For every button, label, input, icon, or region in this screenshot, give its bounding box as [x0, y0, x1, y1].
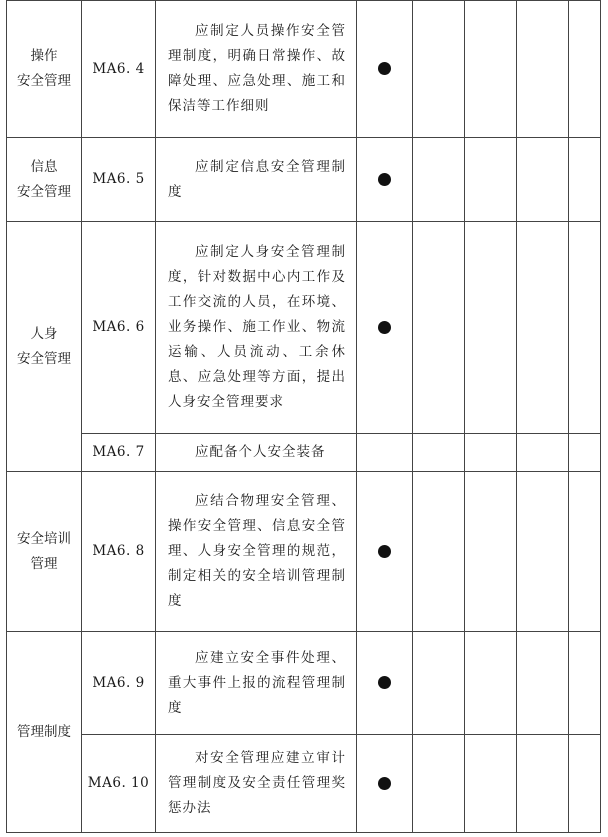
table-row: [7, 632, 601, 735]
empty-cell: [517, 138, 569, 222]
filled-dot-icon: [378, 173, 391, 186]
empty-cell: [517, 434, 569, 472]
requirement-cell: 应制定人员操作安全管理制度，明确日常操作、故障处理、应急处理、施工和保洁等工作细则: [156, 1, 357, 138]
mark-cell: [357, 632, 413, 735]
code-cell: MA6. 10: [82, 735, 156, 833]
filled-dot-icon: [378, 62, 391, 75]
requirement-cell: 应配备个人安全装备: [156, 434, 357, 472]
requirement-cell: 应结合物理安全管理、操作安全管理、信息安全管理、人身安全管理的规范，制定相关的安全培训管理制度: [156, 472, 357, 632]
empty-cell: [413, 1, 465, 138]
requirement-cell: 应建立安全事件处理、重大事件上报的流程管理制度: [156, 632, 357, 735]
table-row: [7, 1, 601, 138]
code-cell: MA6. 7: [82, 434, 156, 472]
table-row: [7, 472, 601, 632]
empty-cell: [413, 632, 465, 735]
requirement-cell: 应制定人身安全管理制度，针对数据中心内工作及工作交流的人员，在环境、业务操作、施工作业、物流运输、人员流动、工余休息、应急处理等方面，提出人身安全管理要求: [156, 222, 357, 434]
table-row: [7, 434, 601, 472]
filled-dot-icon: [378, 545, 391, 558]
empty-cell: [569, 1, 601, 138]
empty-cell: [465, 434, 517, 472]
requirement-cell: 对安全管理应建立审计管理制度及安全责任管理奖惩办法: [156, 735, 357, 833]
table-row: [7, 138, 601, 222]
empty-cell: [413, 222, 465, 434]
empty-cell: [517, 222, 569, 434]
empty-cell: [465, 632, 517, 735]
code-cell: MA6. 5: [82, 138, 156, 222]
empty-cell: [517, 1, 569, 138]
code-cell: MA6. 4: [82, 1, 156, 138]
empty-cell: [569, 472, 601, 632]
empty-cell: [517, 735, 569, 833]
mark-cell: [357, 735, 413, 833]
empty-cell: [413, 472, 465, 632]
table-row: [7, 735, 601, 833]
category-cell: 管理制度: [7, 632, 82, 833]
empty-cell: [569, 138, 601, 222]
empty-cell: [413, 434, 465, 472]
category-cell: 操作 安全管理: [7, 1, 82, 138]
empty-cell: [517, 472, 569, 632]
category-cell: 安全培训 管理: [7, 472, 82, 632]
filled-dot-icon: [378, 676, 391, 689]
empty-cell: [465, 735, 517, 833]
empty-cell: [569, 632, 601, 735]
empty-cell: [517, 632, 569, 735]
mark-cell: [357, 472, 413, 632]
code-cell: MA6. 8: [82, 472, 156, 632]
empty-cell: [569, 434, 601, 472]
filled-dot-icon: [378, 777, 391, 790]
empty-cell: [465, 222, 517, 434]
empty-cell: [413, 735, 465, 833]
empty-cell: [569, 222, 601, 434]
code-cell: MA6. 9: [82, 632, 156, 735]
empty-cell: [465, 472, 517, 632]
empty-cell: [413, 138, 465, 222]
category-cell: 人身 安全管理: [7, 222, 82, 472]
mark-cell: [357, 222, 413, 434]
mark-cell: [357, 434, 413, 472]
table-row: [7, 222, 601, 434]
requirement-cell: 应制定信息安全管理制度: [156, 138, 357, 222]
mark-cell: [357, 138, 413, 222]
empty-cell: [465, 138, 517, 222]
empty-cell: [465, 1, 517, 138]
mark-cell: [357, 1, 413, 138]
category-cell: 信息 安全管理: [7, 138, 82, 222]
requirements-table: [6, 0, 601, 833]
empty-cell: [569, 735, 601, 833]
code-cell: MA6. 6: [82, 222, 156, 434]
filled-dot-icon: [378, 321, 391, 334]
